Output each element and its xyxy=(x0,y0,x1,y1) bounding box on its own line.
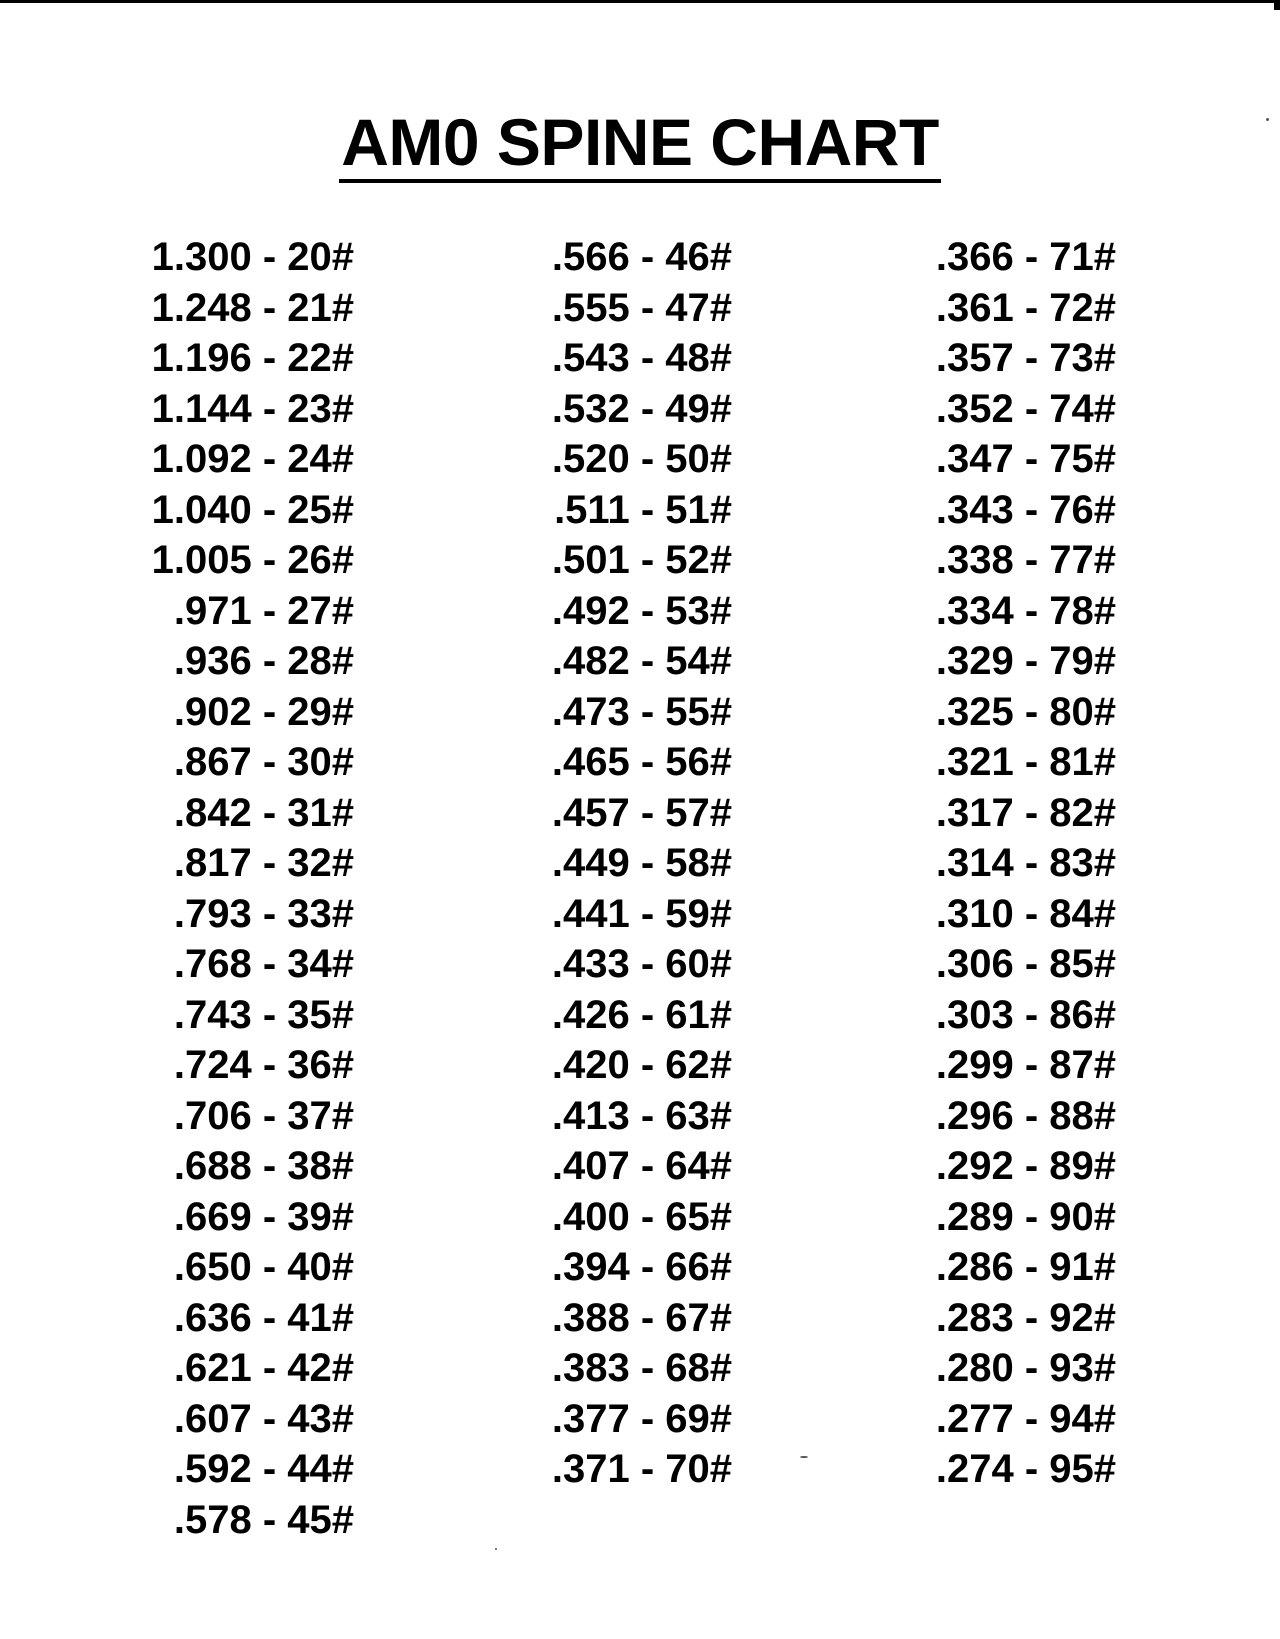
spine-entry: 1.092 - 24# xyxy=(151,437,354,481)
spine-entry: .383 - 68# xyxy=(551,1346,732,1390)
spine-entry: .280 - 93# xyxy=(935,1346,1116,1390)
spine-entry: .388 - 67# xyxy=(551,1295,732,1340)
spine-entry: .511 - 51# xyxy=(554,487,732,532)
spine-entry: .289 - 90# xyxy=(935,1194,1116,1239)
spine-entry: .842 - 31# xyxy=(173,790,354,835)
spine-column-1 xyxy=(120,232,354,1545)
spine-entry: .352 - 74# xyxy=(935,386,1116,431)
spine-entry: .441 - 59# xyxy=(551,891,732,936)
spine-entry: .724 - 36# xyxy=(173,1043,354,1087)
spine-entry: .621 - 42# xyxy=(173,1346,354,1390)
spine-entry: .338 - 77# xyxy=(935,538,1116,582)
spine-entry: .366 - 71# xyxy=(935,235,1116,279)
scan-speck xyxy=(800,1456,808,1458)
spine-entry: .768 - 34# xyxy=(173,942,354,986)
spine-entry: .555 - 47# xyxy=(551,285,732,330)
spine-entry: .303 - 86# xyxy=(935,992,1116,1037)
spine-entry: .492 - 53# xyxy=(551,588,732,633)
spine-entry: .607 - 43# xyxy=(173,1396,354,1441)
spine-entry: .669 - 39# xyxy=(173,1194,354,1239)
spine-entry: 1.144 - 23# xyxy=(151,386,354,431)
spine-entry: .817 - 32# xyxy=(173,841,354,885)
spine-column-3 xyxy=(880,232,1116,1495)
spine-entry: 1.196 - 22# xyxy=(151,336,354,380)
spine-entry: 1.248 - 21# xyxy=(151,285,354,330)
spine-entry: .457 - 57# xyxy=(551,790,732,835)
spine-entry: .334 - 78# xyxy=(935,588,1116,633)
spine-entry: .426 - 61# xyxy=(551,992,732,1037)
spine-column-2 xyxy=(520,232,732,1495)
spine-entry: .688 - 38# xyxy=(173,1144,354,1188)
spine-entry: .377 - 69# xyxy=(551,1396,732,1441)
spine-entry: .706 - 37# xyxy=(173,1093,354,1138)
spine-entry: .465 - 56# xyxy=(551,740,732,784)
spine-entry: .274 - 95# xyxy=(935,1447,1116,1491)
spine-entry: .650 - 40# xyxy=(173,1245,354,1289)
spine-entry: .357 - 73# xyxy=(935,336,1116,380)
spine-entry: .394 - 66# xyxy=(551,1245,732,1289)
spine-entry: .286 - 91# xyxy=(935,1245,1116,1289)
spine-entry: .449 - 58# xyxy=(551,841,732,885)
spine-entry: .310 - 84# xyxy=(935,891,1116,936)
spine-entry: .902 - 29# xyxy=(173,689,354,734)
spine-entry: .361 - 72# xyxy=(935,285,1116,330)
spine-entry: .793 - 33# xyxy=(173,891,354,936)
spine-entry: .636 - 41# xyxy=(173,1295,354,1340)
spine-entry: .371 - 70# xyxy=(551,1447,732,1491)
spine-entry: 1.300 - 20# xyxy=(151,235,354,279)
spine-entry: .347 - 75# xyxy=(935,437,1116,481)
spine-entry: .325 - 80# xyxy=(935,689,1116,734)
spine-entry: .400 - 65# xyxy=(551,1194,732,1239)
spine-entry: .482 - 54# xyxy=(551,639,732,683)
spine-entry: .566 - 46# xyxy=(551,235,732,279)
spine-entry: 1.040 - 25# xyxy=(151,487,354,532)
spine-entry: .314 - 83# xyxy=(935,841,1116,885)
spine-entry: .413 - 63# xyxy=(551,1093,732,1138)
spine-entry: .317 - 82# xyxy=(935,790,1116,835)
spine-entry: .867 - 30# xyxy=(173,740,354,784)
spine-entry: .292 - 89# xyxy=(935,1144,1116,1188)
scan-speck xyxy=(495,1548,497,1550)
spine-entry: .936 - 28# xyxy=(173,639,354,683)
spine-entry: .321 - 81# xyxy=(935,740,1116,784)
spine-entry: .543 - 48# xyxy=(551,336,732,380)
spine-entry: .296 - 88# xyxy=(935,1093,1116,1138)
spine-entry: .407 - 64# xyxy=(551,1144,732,1188)
spine-entry: .343 - 76# xyxy=(935,487,1116,532)
spine-entry: .299 - 87# xyxy=(935,1043,1116,1087)
spine-entry: .578 - 45# xyxy=(173,1497,354,1542)
spine-entry: .971 - 27# xyxy=(173,588,354,633)
spine-entry: .520 - 50# xyxy=(551,437,732,481)
spine-entry: .283 - 92# xyxy=(935,1295,1116,1340)
spine-entry: 1.005 - 26# xyxy=(151,538,354,582)
spine-entry: .306 - 85# xyxy=(935,942,1116,986)
spine-entry: .501 - 52# xyxy=(551,538,732,582)
scan-border-corner xyxy=(1274,0,1280,10)
spine-entry: .277 - 94# xyxy=(935,1396,1116,1441)
spine-entry: .532 - 49# xyxy=(551,386,732,431)
spine-entry: .329 - 79# xyxy=(935,639,1116,683)
page-title-text: AM0 SPINE CHART xyxy=(339,105,941,183)
scan-border-top xyxy=(0,0,1276,3)
page-title xyxy=(0,104,1280,180)
spine-entry: .743 - 35# xyxy=(173,992,354,1037)
spine-entry: .433 - 60# xyxy=(551,942,732,986)
spine-entry: .592 - 44# xyxy=(173,1447,354,1491)
spine-entry: .420 - 62# xyxy=(551,1043,732,1087)
spine-entry: .473 - 55# xyxy=(551,689,732,734)
